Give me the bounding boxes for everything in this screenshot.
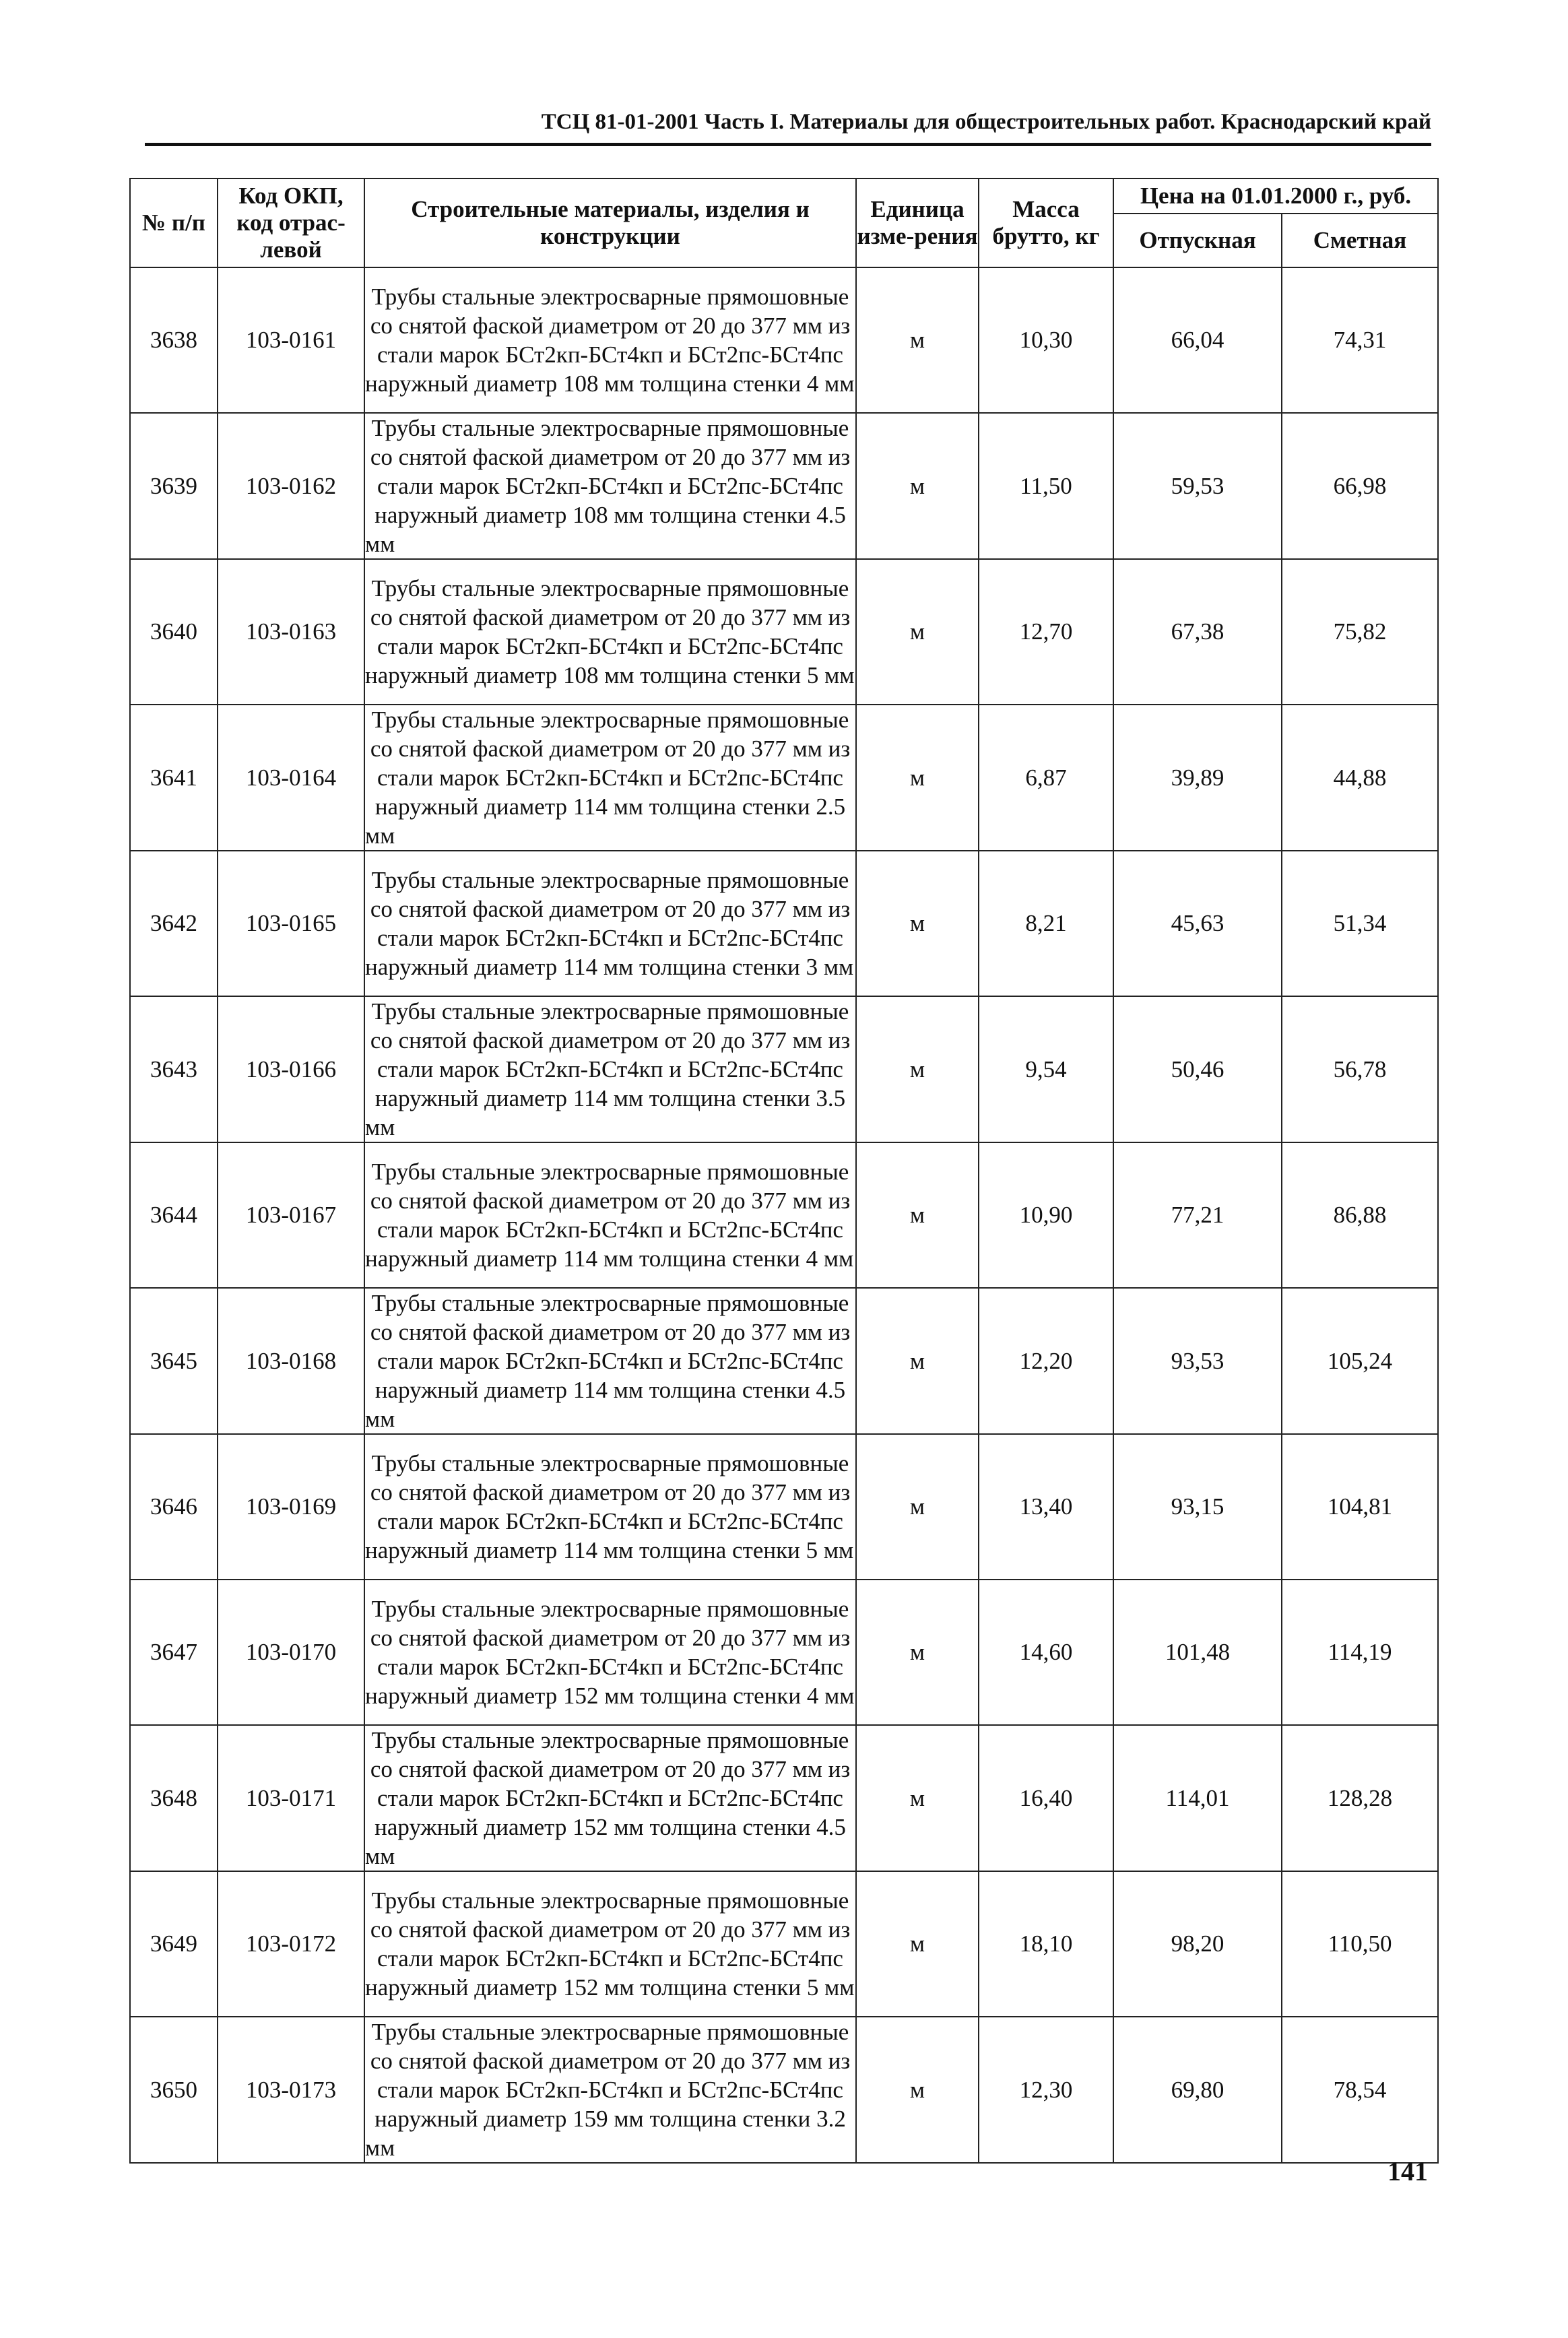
cell-mass: 12,70 [979, 559, 1113, 705]
header-rule [145, 143, 1431, 146]
cell-price-release: 39,89 [1113, 705, 1282, 851]
cell-num: 3645 [130, 1288, 218, 1434]
page-number: 141 [1387, 2156, 1428, 2186]
table-row [130, 559, 1438, 705]
cell-mass: 12,20 [979, 1288, 1113, 1434]
cell-num: 3649 [130, 1871, 218, 2017]
cell-code: 103-0168 [218, 1288, 364, 1434]
cell-description: Трубы стальные электросварные прямошовные со снятой фаской диаметром от 20 до 377 мм из стали марок БСт2кп-БСт4кп и БСт2пс-БСт4пс наружный диаметр 114 мм толщина стенки 3 мм [364, 851, 856, 996]
cell-mass: 14,60 [979, 1580, 1113, 1725]
cell-description: Трубы стальные электросварные прямошовные со снятой фаской диаметром от 20 до 377 мм из стали марок БСт2кп-БСт4кп и БСт2пс-БСт4пс наружный диаметр 159 мм толщина стенки 3.2 мм [364, 2017, 856, 2163]
cell-code: 103-0169 [218, 1434, 364, 1580]
cell-code: 103-0170 [218, 1580, 364, 1725]
cell-price-estimate: 114,19 [1282, 1580, 1438, 1725]
cell-description: Трубы стальные электросварные прямошовные со снятой фаской диаметром от 20 до 377 мм из стали марок БСт2кп-БСт4кп и БСт2пс-БСт4пс наружный диаметр 108 мм толщина стенки 5 мм [364, 559, 856, 705]
table-row [130, 413, 1438, 559]
cell-price-estimate: 51,34 [1282, 851, 1438, 996]
cell-code: 103-0162 [218, 413, 364, 559]
cell-num: 3650 [130, 2017, 218, 2163]
cell-mass: 8,21 [979, 851, 1113, 996]
col-header-code: Код ОКП, код отрас-левой [218, 178, 364, 267]
cell-mass: 18,10 [979, 1871, 1113, 2017]
cell-price-estimate: 66,98 [1282, 413, 1438, 559]
table-row [130, 2017, 1438, 2163]
cell-code: 103-0165 [218, 851, 364, 996]
cell-unit: м [856, 1142, 979, 1288]
cell-code: 103-0167 [218, 1142, 364, 1288]
cell-price-estimate: 86,88 [1282, 1142, 1438, 1288]
cell-mass: 12,30 [979, 2017, 1113, 2163]
col-header-mass: Масса брутто, кг [979, 178, 1113, 267]
cell-price-estimate: 105,24 [1282, 1288, 1438, 1434]
cell-num: 3638 [130, 267, 218, 413]
cell-code: 103-0172 [218, 1871, 364, 2017]
cell-num: 3647 [130, 1580, 218, 1725]
cell-unit: м [856, 1725, 979, 1871]
table-row [130, 996, 1438, 1142]
cell-unit: м [856, 1580, 979, 1725]
cell-price-release: 50,46 [1113, 996, 1282, 1142]
cell-price-estimate: 110,50 [1282, 1871, 1438, 2017]
page-header-title: ТСЦ 81-01-2001 Часть I. Материалы для общестроительных работ. Краснодарский край [541, 110, 1431, 134]
cell-description: Трубы стальные электросварные прямошовные со снятой фаской диаметром от 20 до 377 мм из стали марок БСт2кп-БСт4кп и БСт2пс-БСт4пс наружный диаметр 108 мм толщина стенки 4.5 мм [364, 413, 856, 559]
cell-description: Трубы стальные электросварные прямошовные со снятой фаской диаметром от 20 до 377 мм из стали марок БСт2кп-БСт4кп и БСт2пс-БСт4пс наружный диаметр 152 мм толщина стенки 5 мм [364, 1871, 856, 2017]
cell-num: 3644 [130, 1142, 218, 1288]
cell-price-release: 45,63 [1113, 851, 1282, 996]
cell-price-release: 98,20 [1113, 1871, 1282, 2017]
cell-description: Трубы стальные электросварные прямошовные со снятой фаской диаметром от 20 до 377 мм из стали марок БСт2кп-БСт4кп и БСт2пс-БСт4пс наружный диаметр 108 мм толщина стенки 4 мм [364, 267, 856, 413]
cell-price-estimate: 44,88 [1282, 705, 1438, 851]
cell-num: 3640 [130, 559, 218, 705]
cell-num: 3648 [130, 1725, 218, 1871]
cell-unit: м [856, 267, 979, 413]
cell-unit: м [856, 2017, 979, 2163]
cell-price-release: 66,04 [1113, 267, 1282, 413]
table-row [130, 1725, 1438, 1871]
cell-code: 103-0173 [218, 2017, 364, 2163]
cell-unit: м [856, 996, 979, 1142]
table-row [130, 1142, 1438, 1288]
cell-num: 3642 [130, 851, 218, 996]
cell-price-estimate: 74,31 [1282, 267, 1438, 413]
cell-num: 3643 [130, 996, 218, 1142]
cell-unit: м [856, 705, 979, 851]
cell-description: Трубы стальные электросварные прямошовные со снятой фаской диаметром от 20 до 377 мм из стали марок БСт2кп-БСт4кп и БСт2пс-БСт4пс наружный диаметр 152 мм толщина стенки 4.5 мм [364, 1725, 856, 1871]
table-row [130, 267, 1438, 413]
cell-price-release: 69,80 [1113, 2017, 1282, 2163]
cell-description: Трубы стальные электросварные прямошовные со снятой фаской диаметром от 20 до 377 мм из стали марок БСт2кп-БСт4кп и БСт2пс-БСт4пс наружный диаметр 114 мм толщина стенки 4 мм [364, 1142, 856, 1288]
cell-code: 103-0171 [218, 1725, 364, 1871]
cell-description: Трубы стальные электросварные прямошовные со снятой фаской диаметром от 20 до 377 мм из стали марок БСт2кп-БСт4кп и БСт2пс-БСт4пс наружный диаметр 114 мм толщина стенки 3.5 мм [364, 996, 856, 1142]
cell-price-release: 114,01 [1113, 1725, 1282, 1871]
cell-num: 3639 [130, 413, 218, 559]
col-header-price-release: Отпускная [1113, 214, 1282, 267]
col-header-unit: Единица изме-рения [856, 178, 979, 267]
cell-price-release: 59,53 [1113, 413, 1282, 559]
cell-price-release: 67,38 [1113, 559, 1282, 705]
table-row [130, 1871, 1438, 2017]
cell-description: Трубы стальные электросварные прямошовные со снятой фаской диаметром от 20 до 377 мм из стали марок БСт2кп-БСт4кп и БСт2пс-БСт4пс наружный диаметр 114 мм толщина стенки 4.5 мм [364, 1288, 856, 1434]
cell-unit: м [856, 1288, 979, 1434]
col-header-num: № п/п [130, 178, 218, 267]
cell-price-estimate: 104,81 [1282, 1434, 1438, 1580]
cell-mass: 13,40 [979, 1434, 1113, 1580]
table-row [130, 851, 1438, 996]
cell-price-estimate: 56,78 [1282, 996, 1438, 1142]
cell-unit: м [856, 851, 979, 996]
cell-unit: м [856, 413, 979, 559]
table-header [130, 178, 1438, 267]
cell-num: 3646 [130, 1434, 218, 1580]
col-header-price-group: Цена на 01.01.2000 г., руб. [1113, 178, 1438, 214]
table-row [130, 1288, 1438, 1434]
table-row [130, 1580, 1438, 1725]
cell-price-estimate: 78,54 [1282, 2017, 1438, 2163]
cell-mass: 16,40 [979, 1725, 1113, 1871]
table-row [130, 1434, 1438, 1580]
cell-mass: 11,50 [979, 413, 1113, 559]
cell-mass: 6,87 [979, 705, 1113, 851]
cell-mass: 10,90 [979, 1142, 1113, 1288]
cell-code: 103-0164 [218, 705, 364, 851]
col-header-material: Строительные материалы, изделия и конструкции [364, 178, 856, 267]
cell-unit: м [856, 1434, 979, 1580]
cell-price-estimate: 75,82 [1282, 559, 1438, 705]
cell-num: 3641 [130, 705, 218, 851]
cell-mass: 10,30 [979, 267, 1113, 413]
cell-description: Трубы стальные электросварные прямошовные со снятой фаской диаметром от 20 до 377 мм из стали марок БСт2кп-БСт4кп и БСт2пс-БСт4пс наружный диаметр 114 мм толщина стенки 2.5 мм [364, 705, 856, 851]
cell-unit: м [856, 559, 979, 705]
table-row [130, 705, 1438, 851]
cell-price-release: 101,48 [1113, 1580, 1282, 1725]
price-table [129, 178, 1439, 2164]
cell-price-release: 77,21 [1113, 1142, 1282, 1288]
table-body [130, 267, 1438, 2163]
cell-description: Трубы стальные электросварные прямошовные со снятой фаской диаметром от 20 до 377 мм из стали марок БСт2кп-БСт4кп и БСт2пс-БСт4пс наружный диаметр 114 мм толщина стенки 5 мм [364, 1434, 856, 1580]
cell-mass: 9,54 [979, 996, 1113, 1142]
cell-price-release: 93,53 [1113, 1288, 1282, 1434]
cell-code: 103-0161 [218, 267, 364, 413]
cell-unit: м [856, 1871, 979, 2017]
cell-price-estimate: 128,28 [1282, 1725, 1438, 1871]
cell-code: 103-0163 [218, 559, 364, 705]
cell-price-release: 93,15 [1113, 1434, 1282, 1580]
col-header-price-estimate: Сметная [1282, 214, 1438, 267]
cell-code: 103-0166 [218, 996, 364, 1142]
cell-description: Трубы стальные электросварные прямошовные со снятой фаской диаметром от 20 до 377 мм из стали марок БСт2кп-БСт4кп и БСт2пс-БСт4пс наружный диаметр 152 мм толщина стенки 4 мм [364, 1580, 856, 1725]
